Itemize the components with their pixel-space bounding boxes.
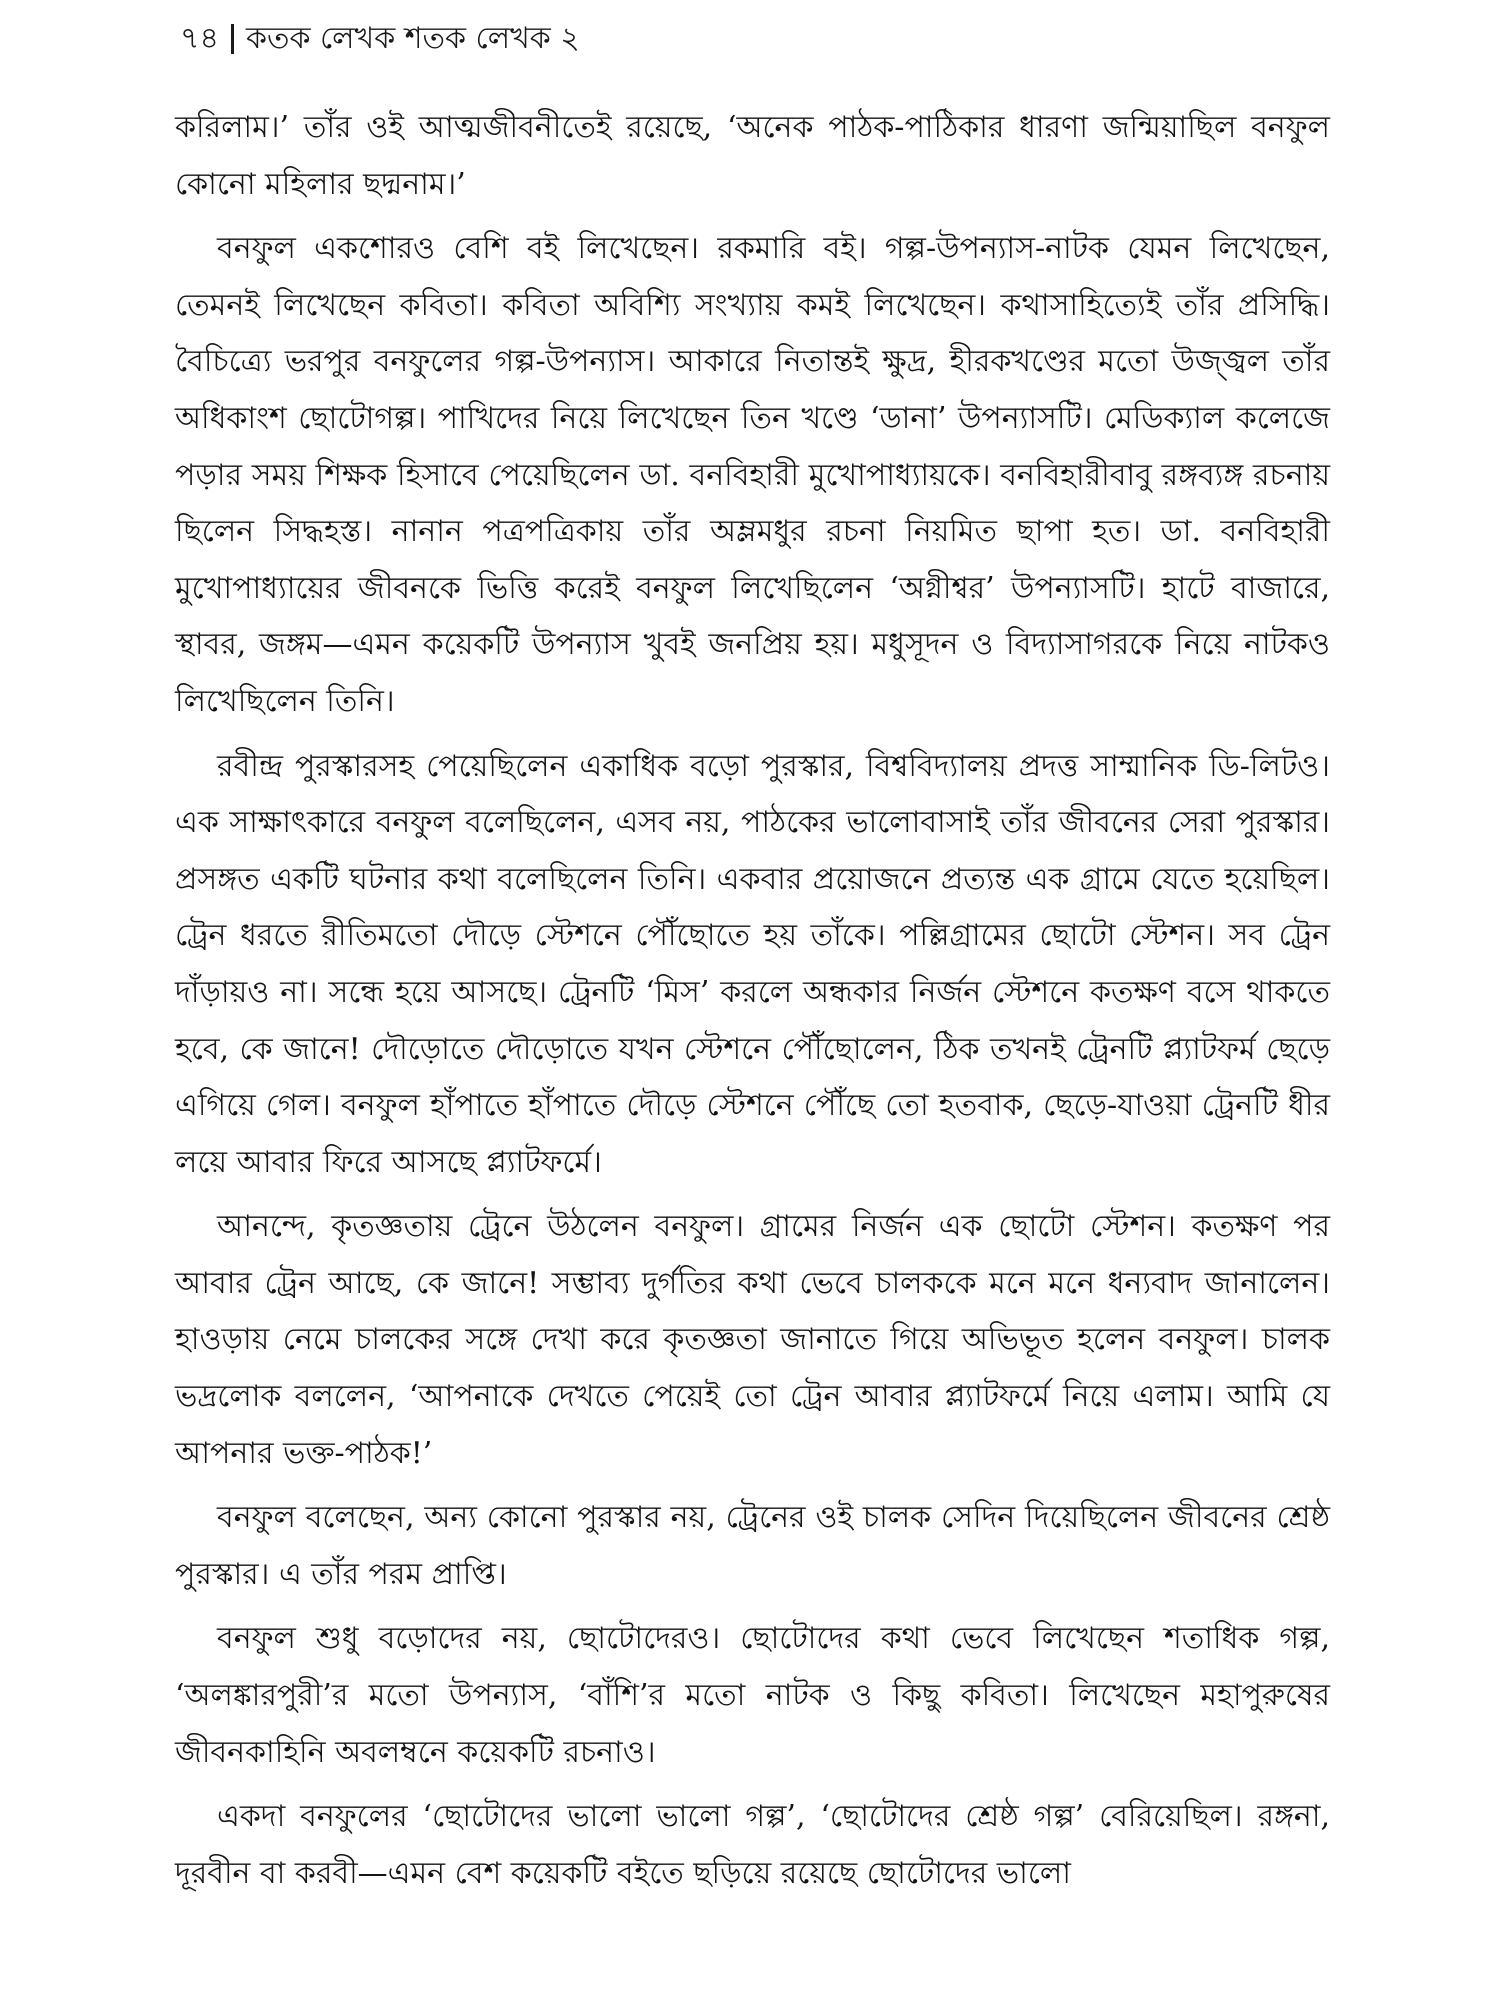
book-title: কতক লেখক শতক লেখক ২: [245, 21, 580, 56]
header-divider: [231, 24, 234, 54]
running-head: [180, 14, 580, 64]
page-number: ৭৪: [180, 21, 219, 56]
paragraph: করিলাম।’ তাঁর ওই আত্মজীবনীতেই রয়েছে, ‘অনেক পাঠক-পাঠিকার ধারণা জন্মিয়াছিল বনফুল কোনো মহিলার ছদ্মনাম।’: [175, 110, 1330, 202]
paragraph: বনফুল একশোরও বেশি বই লিখেছেন। রকমারি বই। গল্প-উপন্যাস-নাটক যেমন লিখেছেন, তেমনই লিখেছেন কবিতা। কবিতা অবিশ্যি সংখ্যায় কমই লিখেছেন। কথাসাহিত্যেই তাঁর প্রসিদ্ধি। বৈচিত্র্যে ভরপুর বনফুলের গল্প-উপন্যাস। আকারে নিতান্তই ক্ষুদ্র, হীরকখণ্ডের মতো উজ্জ্বল তাঁর অধিকাংশ ছোটোগল্প। পাখিদের নিয়ে লিখেছেন তিন খণ্ডে ‘ডানা’ উপন্যাসটি। মেডিক্যাল কলেজে পড়ার সময় শিক্ষক হিসাবে পেয়েছিলেন ডা. বনবিহারী মুখোপাধ্যায়কে। বনবিহারীবাবু রঙ্গব্যঙ্গ রচনায় ছিলেন সিদ্ধহস্ত। নানান পত্রপত্রিকায় তাঁর অম্লমধুর রচনা নিয়মিত ছাপা হত। ডা. বনবিহারী মুখোপাধ্যায়ের জীবনকে ভিত্তি করেই বনফুল লিখেছিলেন ‘অগ্নীশ্বর’ উপন্যাসটি। হাটে বাজারে, স্থাবর, জঙ্গম—এমন কয়েকটি উপন্যাস খুবই জনপ্রিয় হয়। মধুসূদন ও বিদ্যাসাগরকে নিয়ে নাটকও লিখেছিলেন তিনি।: [175, 231, 1330, 719]
paragraph: রবীন্দ্র পুরস্কারসহ পেয়েছিলেন একাধিক বড়ো পুরস্কার, বিশ্ববিদ্যালয় প্রদত্ত সাম্মানিক ডি-লিটও। এক সাক্ষাৎকারে বনফুল বলেছিলেন, এসব নয়, পাঠকের ভালোবাসাই তাঁর জীবনের সেরা পুরস্কার। প্রসঙ্গত একটি ঘটনার কথা বলেছিলেন তিনি। একবার প্রয়োজনে প্রত্যন্ত এক গ্রামে যেতে হয়েছিল। ট্রেন ধরতে রীতিমতো দৌড়ে স্টেশনে পৌঁছোতে হয় তাঁকে। পল্লিগ্রামের ছোটো স্টেশন। সব ট্রেন দাঁড়ায়ও না। সন্ধে হয়ে আসছে। ট্রেনটি ‘মিস’ করলে অন্ধকার নির্জন স্টেশনে কতক্ষণ বসে থাকতে হবে, কে জানে! দৌড়োতে দৌড়োতে যখন স্টেশনে পৌঁছোলেন, ঠিক তখনই ট্রেনটি প্ল্যাটফর্ম ছেড়ে এগিয়ে গেল। বনফুল হাঁপাতে হাঁপাতে দৌড়ে স্টেশনে পৌঁছে তো হতবাক, ছেড়ে-যাওয়া ট্রেনটি ধীর লয়ে আবার ফিরে আসছে প্ল্যাটফর্মে।: [175, 748, 1330, 1180]
paragraph: একদা বনফুলের ‘ছোটোদের ভালো ভালো গল্প’, ‘ছোটোদের শ্রেষ্ঠ গল্প’ বেরিয়েছিল। রঙ্গনা, দূরবীন বা করবী—এমন বেশ কয়েকটি বইতে ছড়িয়ে রয়েছে ছোটোদের ভালো: [175, 1799, 1330, 1891]
paragraph: আনন্দে, কৃতজ্ঞতায় ট্রেনে উঠলেন বনফুল। গ্রামের নির্জন এক ছোটো স্টেশন। কতক্ষণ পর আবার ট্রেন আছে, কে জানে! সম্ভাব্য দুর্গতির কথা ভেবে চালককে মনে মনে ধন্যবাদ জানালেন। হাওড়ায় নেমে চালকের সঙ্গে দেখা করে কৃতজ্ঞতা জানাতে গিয়ে অভিভূত হলেন বনফুল। চালক ভদ্রলোক বললেন, ‘আপনাকে দেখতে পেয়েই তো ট্রেন আবার প্ল্যাটফর্মে নিয়ে এলাম। আমি যে আপনার ভক্ত-পাঠক!’: [175, 1209, 1330, 1471]
paragraph: বনফুল শুধু বড়োদের নয়, ছোটোদেরও। ছোটোদের কথা ভেবে লিখেছেন শতাধিক গল্প, ‘অলঙ্কারপুরী’র মতো উপন্যাস, ‘বাঁশি’র মতো নাটক ও কিছু কবিতা। লিখেছেন মহাপুরুষের জীবনকাহিনি অবলম্বনে কয়েকটি রচনাও।: [175, 1621, 1330, 1770]
paragraph: বনফুল বলেছেন, অন্য কোনো পুরস্কার নয়, ট্রেনের ওই চালক সেদিন দিয়েছিলেন জীবনের শ্রেষ্ঠ পুরস্কার। এ তাঁর পরম প্রাপ্তি।: [175, 1500, 1330, 1592]
body-text: [175, 100, 1330, 1902]
